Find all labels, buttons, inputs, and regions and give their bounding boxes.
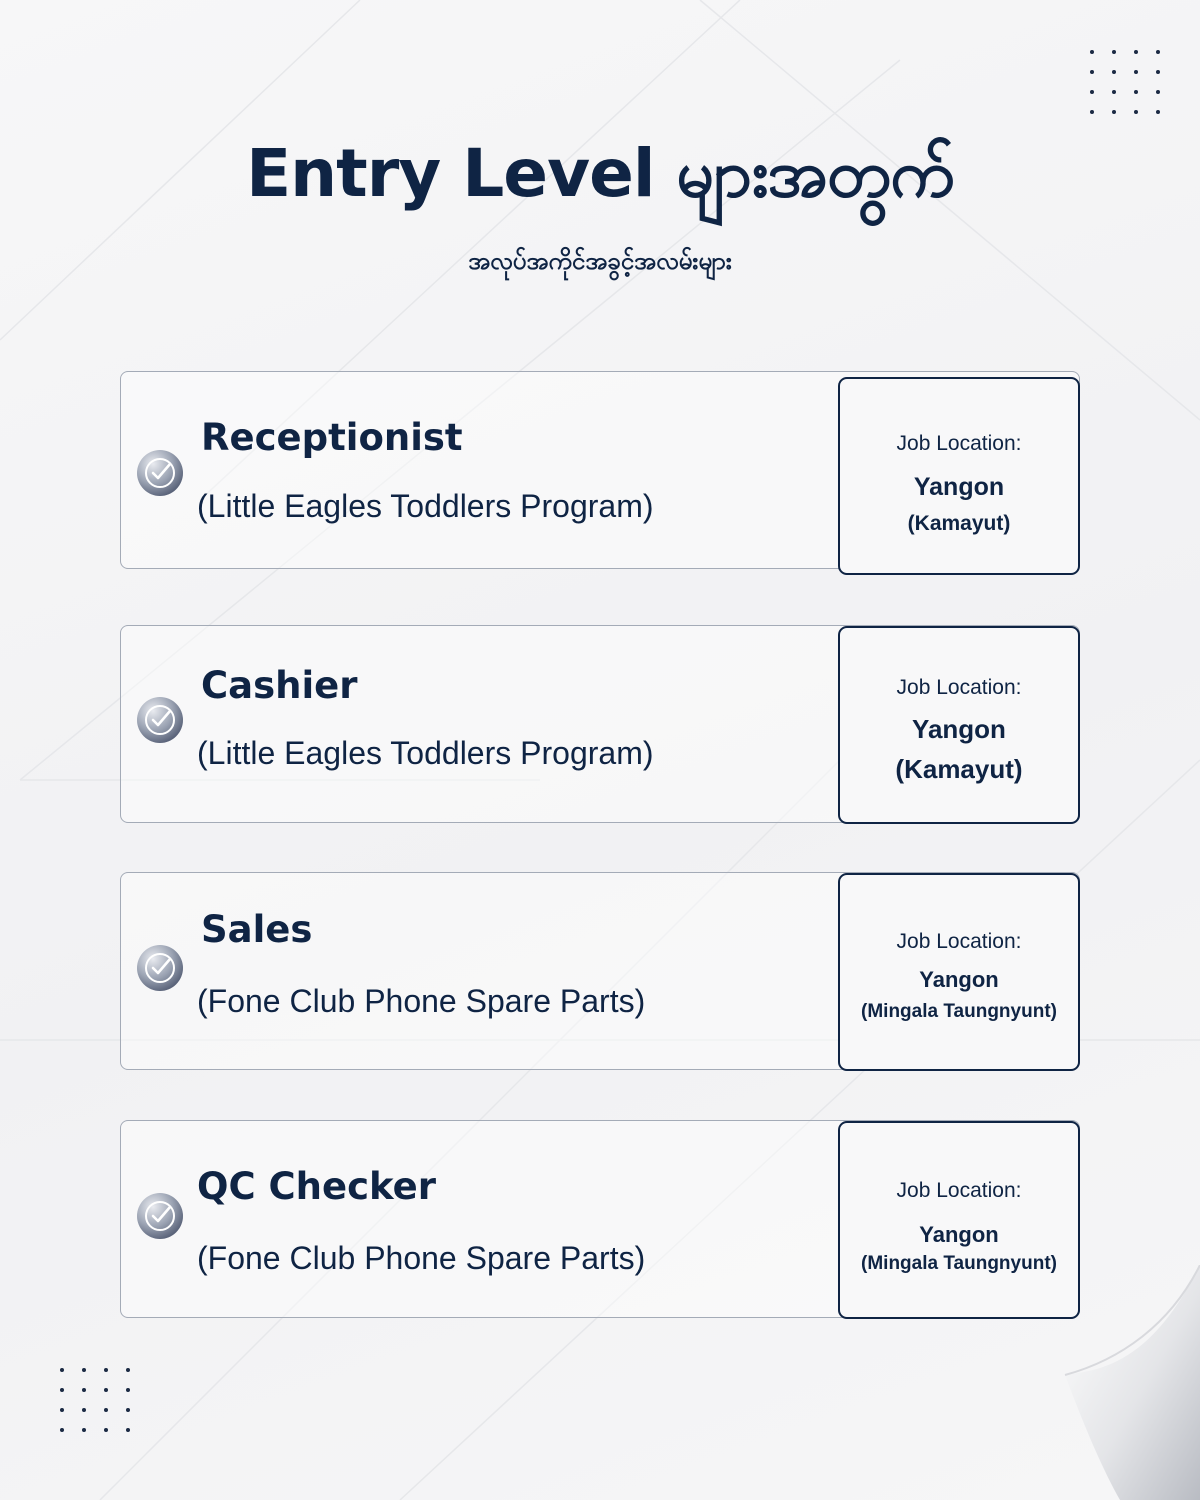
location-label: Job Location: xyxy=(896,432,1022,455)
job-card-cashier[interactable] xyxy=(120,625,1080,823)
job-location-box xyxy=(838,873,1080,1071)
job-organization: (Little Eagles Toddlers Program) xyxy=(197,488,654,524)
check-circle-icon xyxy=(137,1193,183,1239)
job-location-box xyxy=(838,377,1080,575)
location-city: Yangon xyxy=(913,473,1005,501)
job-title: Receptionist xyxy=(201,416,463,459)
job-card-qc-checker[interactable] xyxy=(120,1120,1080,1318)
location-city: Yangon xyxy=(919,1222,999,1247)
location-area: (Kamayut) xyxy=(895,754,1023,784)
check-circle-icon xyxy=(137,450,183,496)
location-city: Yangon xyxy=(912,714,1006,744)
job-card-receptionist[interactable] xyxy=(120,371,1080,569)
job-location-box xyxy=(838,1121,1080,1319)
job-organization: (Fone Club Phone Spare Parts) xyxy=(197,1240,646,1276)
job-title: Cashier xyxy=(201,664,358,707)
page-subtitle: အလုပ်အကိုင်အခွင့်အလမ်းများ xyxy=(468,247,732,275)
location-area: (Kamayut) xyxy=(907,512,1011,535)
location-label: Job Location: xyxy=(896,930,1022,953)
dot-grid-top-right xyxy=(1090,50,1162,114)
job-title: Sales xyxy=(201,908,313,951)
check-circle-icon xyxy=(137,697,183,743)
job-location-box xyxy=(838,626,1080,824)
location-label: Job Location: xyxy=(896,676,1022,699)
dot-grid-bottom-left xyxy=(60,1368,132,1432)
job-card-sales[interactable] xyxy=(120,872,1080,1070)
location-area: (Mingala Taungnyunt) xyxy=(861,1001,1057,1022)
location-city: Yangon xyxy=(919,967,999,992)
job-organization: (Little Eagles Toddlers Program) xyxy=(197,735,654,771)
job-organization: (Fone Club Phone Spare Parts) xyxy=(197,983,646,1019)
location-label: Job Location: xyxy=(896,1179,1022,1202)
check-circle-icon xyxy=(137,945,183,991)
page-curl-decoration xyxy=(1060,1265,1200,1500)
location-area: (Mingala Taungnyunt) xyxy=(861,1253,1057,1274)
page-title: Entry Level များအတွက် xyxy=(246,135,954,212)
job-title: QC Checker xyxy=(197,1165,436,1208)
